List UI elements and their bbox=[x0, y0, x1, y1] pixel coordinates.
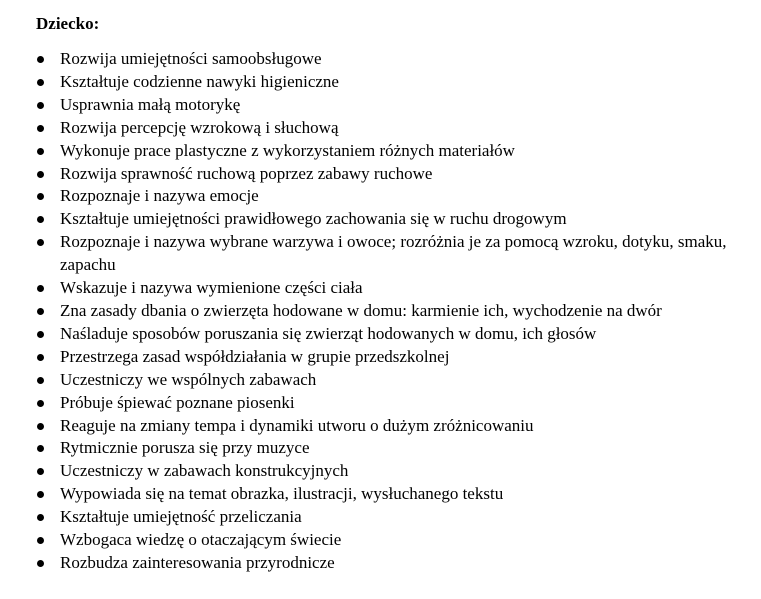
list-item bbox=[0, 231, 761, 277]
list-item-text: Wykonuje prace plastyczne z wykorzystaniem różnych materiałów bbox=[60, 140, 515, 160]
bullet-icon bbox=[37, 308, 44, 315]
list-item-text: Zna zasady dbania o zwierzęta hodowane w domu: karmienie ich, wychodzenie na dwór bbox=[60, 300, 662, 320]
list-item bbox=[0, 506, 761, 529]
list-item-text: Kształtuje umiejętności prawidłowego zachowania się w ruchu drogowym bbox=[60, 209, 567, 229]
bullet-icon bbox=[37, 285, 44, 292]
list-item bbox=[0, 483, 761, 506]
list-item bbox=[0, 300, 761, 323]
list-item bbox=[0, 415, 761, 438]
bullet-icon bbox=[37, 239, 44, 246]
list-item-text: Przestrzega zasad współdziałania w grupie przedszkolnej bbox=[60, 346, 450, 366]
list-item-text: Rozwija umiejętności samoobsługowe bbox=[60, 49, 322, 68]
list-item bbox=[0, 163, 761, 186]
list-item-text: Próbuje śpiewać poznane piosenki bbox=[60, 392, 295, 412]
list-item-text: Uczestniczy w zabawach konstrukcyjnych bbox=[60, 461, 349, 481]
list-item bbox=[0, 185, 761, 208]
list-item bbox=[0, 529, 761, 552]
bullet-icon bbox=[37, 514, 44, 521]
list-item-text: Reaguje na zmiany tempa i dynamiki utworu o dużym zróżnicowaniu bbox=[60, 415, 534, 435]
bullet-icon bbox=[37, 537, 44, 544]
list-item bbox=[0, 392, 761, 415]
list-item bbox=[0, 71, 761, 94]
list-item-text: Rozpoznaje i nazywa emocje bbox=[60, 186, 259, 206]
section-heading: Dziecko: bbox=[36, 14, 100, 33]
list-item bbox=[0, 323, 761, 346]
list-item bbox=[0, 552, 761, 575]
bullet-icon bbox=[37, 354, 44, 361]
list-item bbox=[0, 94, 761, 117]
list-item bbox=[0, 346, 761, 369]
list-item-text: Kształtuje codzienne nawyki higieniczne bbox=[60, 71, 339, 91]
list-item-text: Rytmicznie porusza się przy muzyce bbox=[60, 438, 310, 458]
bullet-icon bbox=[37, 171, 44, 178]
bullet-icon bbox=[37, 79, 44, 86]
list-item-text: Naśladuje sposobów poruszania się zwierząt hodowanych w domu, ich głosów bbox=[60, 323, 597, 343]
list-item bbox=[0, 117, 761, 140]
list-item bbox=[0, 48, 761, 71]
list-item bbox=[0, 437, 761, 460]
bullet-icon bbox=[37, 400, 44, 407]
bullet-icon bbox=[37, 331, 44, 338]
bullet-icon bbox=[37, 102, 44, 109]
bullet-icon bbox=[37, 193, 44, 200]
list-item bbox=[0, 277, 761, 300]
list-item-text: Uczestniczy we wspólnych zabawach bbox=[60, 369, 317, 389]
bullet-icon bbox=[37, 445, 44, 452]
bullet-icon bbox=[37, 125, 44, 132]
bullet-icon bbox=[37, 560, 44, 567]
list-item bbox=[0, 140, 761, 163]
bullet-icon bbox=[37, 56, 44, 63]
list-item-text: Wypowiada się na temat obrazka, ilustracji, wysłuchanego tekstu bbox=[60, 484, 504, 504]
list-item bbox=[0, 369, 761, 392]
bullet-icon bbox=[37, 423, 44, 430]
list-item-text: Wskazuje i nazywa wymienione części ciała bbox=[60, 278, 363, 298]
bullet-icon bbox=[37, 216, 44, 223]
list-item-text: Rozbudza zainteresowania przyrodnicze bbox=[60, 552, 335, 572]
list-item bbox=[0, 460, 761, 483]
bullet-icon bbox=[37, 468, 44, 475]
skills-list bbox=[0, 48, 761, 575]
list-item-text: Rozwija sprawność ruchową poprzez zabawy ruchowe bbox=[60, 163, 433, 183]
list-item bbox=[0, 208, 761, 231]
bullet-icon bbox=[37, 148, 44, 155]
bullet-icon bbox=[37, 491, 44, 498]
bullet-icon bbox=[37, 377, 44, 384]
list-item-text: Wzbogaca wiedzę o otaczającym świecie bbox=[60, 530, 342, 550]
list-item-text: Usprawnia małą motorykę bbox=[60, 94, 241, 114]
list-item-text: Rozwija percepcję wzrokową i słuchową bbox=[60, 117, 339, 137]
list-item-text: Kształtuje umiejętność przeliczania bbox=[60, 507, 302, 527]
list-item-text: Rozpoznaje i nazywa wybrane warzywa i owoce; rozróżnia je za pomocą wzroku, dotyku, smaku, zapachu bbox=[60, 232, 727, 275]
